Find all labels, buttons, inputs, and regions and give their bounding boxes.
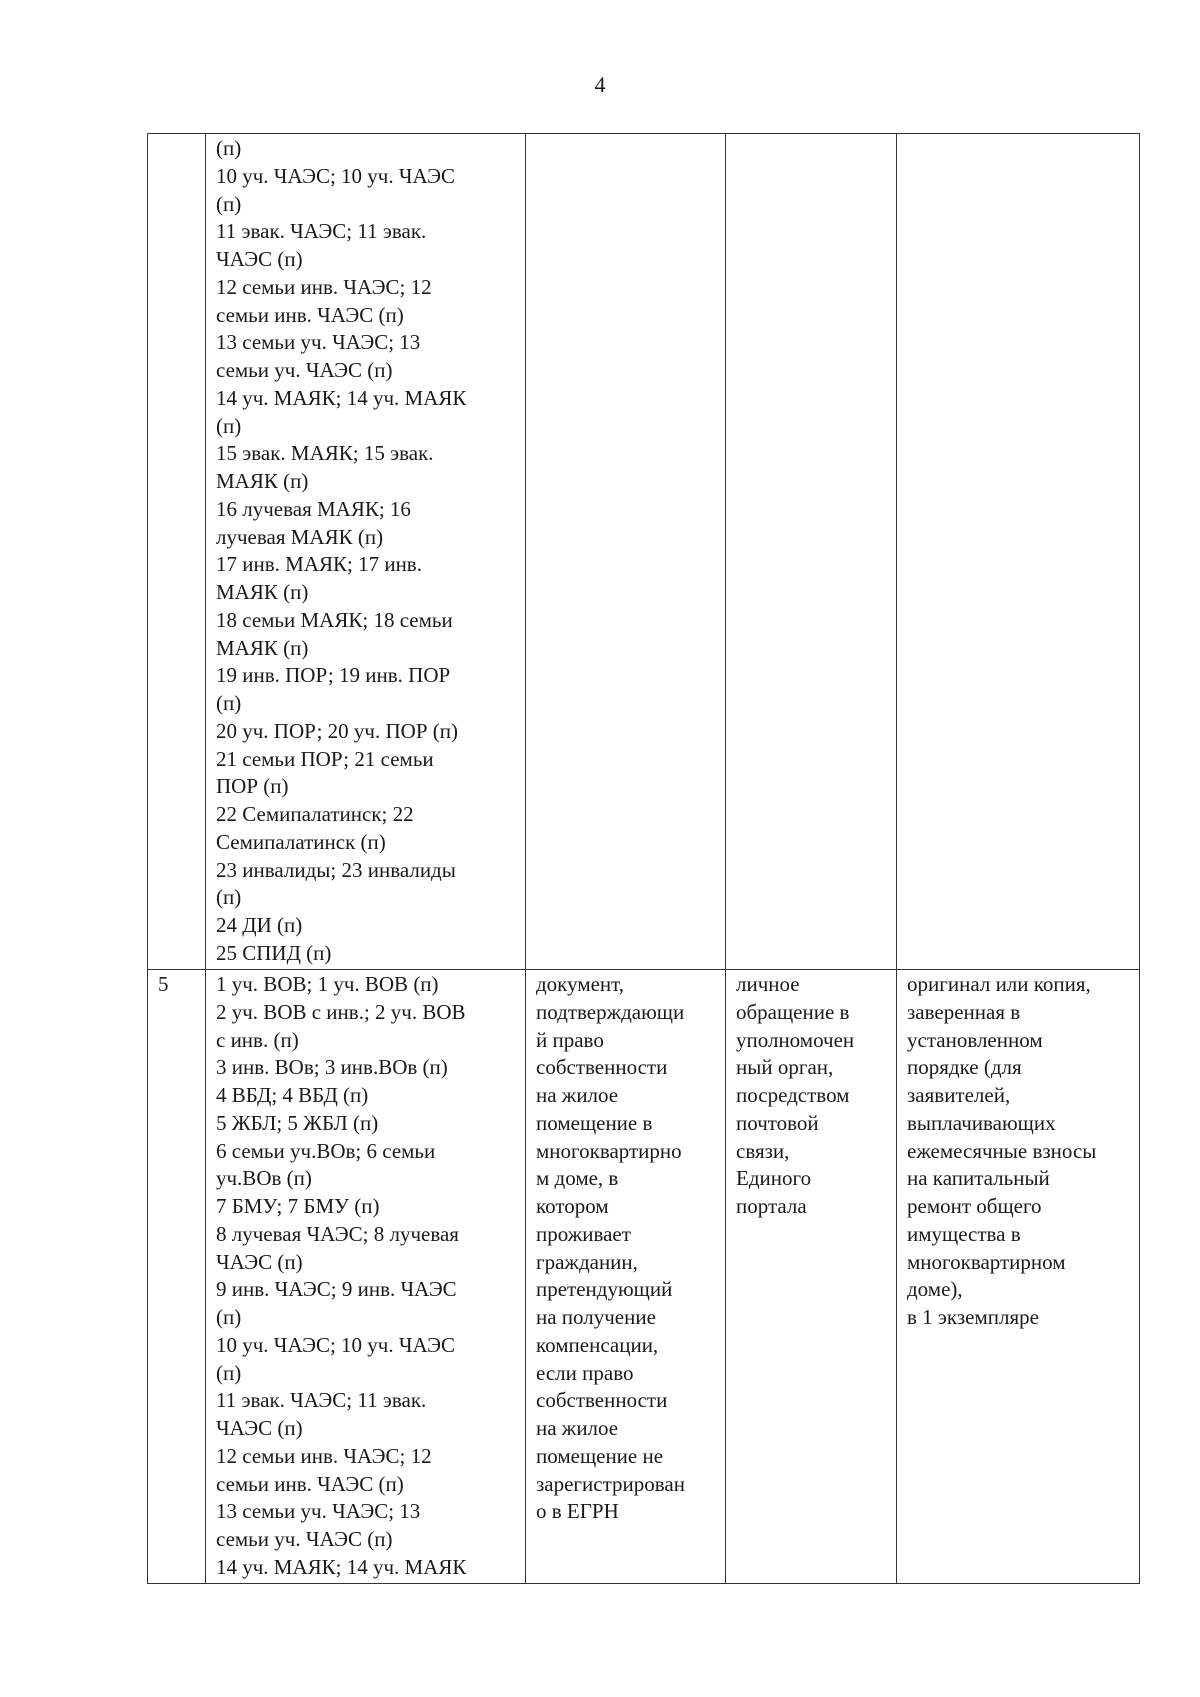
text-line: 15 эвак. МАЯК; 15 эвак. bbox=[216, 441, 434, 466]
text-line: 21 семьи ПОР; 21 семьи bbox=[216, 746, 434, 771]
text-line: на получение bbox=[536, 1305, 656, 1329]
text-line: семьи уч. ЧАЭС (п) bbox=[216, 1527, 393, 1551]
text-line: установленном bbox=[907, 1027, 1043, 1052]
text-line: 12 семьи инв. ЧАЭС; 12 bbox=[216, 1443, 432, 1468]
method-cell bbox=[726, 970, 897, 1584]
text-line: 20 уч. ПОР; 20 уч. ПОР (п) bbox=[216, 718, 458, 743]
text-line: (п) bbox=[216, 413, 242, 438]
text-line: (п) bbox=[216, 1305, 242, 1329]
table-row bbox=[148, 134, 1140, 970]
table-row bbox=[148, 970, 1140, 1584]
text-line: ЧАЭС (п) bbox=[216, 1416, 303, 1440]
text-line: посредством bbox=[736, 1083, 850, 1107]
text-line: 2 уч. ВОВ с инв.; 2 уч. ВОВ bbox=[216, 999, 466, 1024]
text-line: 17 инв. МАЯК; 17 инв. bbox=[216, 552, 422, 577]
text-line: МАЯК (п) bbox=[216, 469, 309, 493]
text-line: документ, bbox=[536, 972, 625, 996]
text-line: 25 СПИД (п) bbox=[216, 940, 332, 965]
text-line: 14 уч. МАЯК; 14 уч. МАЯК bbox=[216, 385, 467, 410]
text-line: проживает bbox=[536, 1221, 631, 1246]
text-line: связи, bbox=[736, 1138, 790, 1163]
text-line: компенсации, bbox=[536, 1332, 659, 1357]
text-line: 14 уч. МАЯК; 14 уч. МАЯК bbox=[216, 1554, 467, 1579]
text-line: (п) bbox=[216, 885, 242, 910]
document-cell bbox=[526, 970, 726, 1584]
text-line: 22 Семипалатинск; 22 bbox=[216, 802, 414, 826]
text-line: ЧАЭС (п) bbox=[216, 1249, 303, 1274]
text-line: помещение не bbox=[536, 1443, 664, 1468]
text-line: уполномочен bbox=[736, 1027, 855, 1052]
categories-cell bbox=[206, 970, 526, 1584]
text-line: лучевая МАЯК (п) bbox=[216, 524, 384, 549]
form-cell bbox=[897, 970, 1140, 1584]
text-line: собственности bbox=[536, 1055, 668, 1080]
text-line: на жилое bbox=[536, 1416, 619, 1440]
text-line: (п) bbox=[216, 691, 242, 715]
text-line: на капитальный bbox=[907, 1166, 1050, 1191]
text-line: 9 инв. ЧАЭС; 9 инв. ЧАЭС bbox=[216, 1277, 457, 1302]
text-line: 8 лучевая ЧАЭС; 8 лучевая bbox=[216, 1221, 459, 1246]
text-line: уч.ВОв (п) bbox=[216, 1166, 312, 1191]
text-line: семьи инв. ЧАЭС (п) bbox=[216, 302, 404, 327]
row-number: 5 bbox=[158, 972, 169, 996]
text-line: 13 семьи уч. ЧАЭС; 13 bbox=[216, 330, 421, 355]
text-line: 7 БМУ; 7 БМУ (п) bbox=[216, 1194, 380, 1218]
method-cell bbox=[726, 134, 897, 970]
text-line: 23 инвалиды; 23 инвалиды bbox=[216, 857, 456, 882]
text-line: подтверждающи bbox=[536, 999, 685, 1024]
form-cell bbox=[897, 134, 1140, 970]
text-line: зарегистрирован bbox=[536, 1471, 685, 1496]
text-line: 3 инв. ВОв; 3 инв.ВОв (п) bbox=[216, 1055, 448, 1080]
categories-cell bbox=[206, 134, 526, 970]
page-number: 4 bbox=[594, 72, 606, 97]
text-line: (п) bbox=[216, 136, 242, 160]
text-line: й право bbox=[536, 1027, 604, 1052]
text-line: обращение в bbox=[736, 999, 850, 1024]
text-line: многоквартирном bbox=[907, 1249, 1066, 1274]
text-line: МАЯК (п) bbox=[216, 635, 309, 660]
row-number-cell bbox=[148, 134, 206, 970]
text-line: 1 уч. ВОВ; 1 уч. ВОВ (п) bbox=[216, 972, 439, 996]
text-line: Семипалатинск (п) bbox=[216, 829, 386, 854]
text-line: в 1 экземпляре bbox=[907, 1305, 1039, 1329]
text-line: 24 ДИ (п) bbox=[216, 913, 303, 937]
text-line: заверенная в bbox=[907, 999, 1021, 1024]
text-line: порядке (для bbox=[907, 1055, 1022, 1080]
text-line: ный орган, bbox=[736, 1055, 834, 1080]
text-line: 4 ВБД; 4 ВБД (п) bbox=[216, 1083, 369, 1107]
text-line: гражданин, bbox=[536, 1249, 638, 1274]
text-line: (п) bbox=[216, 191, 242, 216]
text-line: если право bbox=[536, 1360, 634, 1385]
text-line: оригинал или копия, bbox=[907, 972, 1091, 996]
text-line: претендующий bbox=[536, 1277, 673, 1302]
text-line: с инв. (п) bbox=[216, 1027, 299, 1052]
text-line: 6 семьи уч.ВОв; 6 семьи bbox=[216, 1138, 436, 1163]
text-line: заявителей, bbox=[907, 1083, 1011, 1107]
text-line: личное bbox=[736, 972, 800, 996]
text-line: многоквартирно bbox=[536, 1138, 682, 1163]
row-number-cell bbox=[148, 970, 206, 1584]
text-line: котором bbox=[536, 1194, 609, 1218]
text-line: (п) bbox=[216, 1360, 242, 1385]
text-line: помещение в bbox=[536, 1110, 653, 1135]
text-line: 11 эвак. ЧАЭС; 11 эвак. bbox=[216, 1388, 427, 1413]
text-line: 10 уч. ЧАЭС; 10 уч. ЧАЭС bbox=[216, 163, 456, 188]
document-cell bbox=[526, 134, 726, 970]
text-line: 10 уч. ЧАЭС; 10 уч. ЧАЭС bbox=[216, 1332, 456, 1357]
text-line: собственности bbox=[536, 1388, 668, 1413]
text-line: 13 семьи уч. ЧАЭС; 13 bbox=[216, 1499, 421, 1524]
text-line: о в ЕГРН bbox=[536, 1499, 619, 1524]
text-line: 11 эвак. ЧАЭС; 11 эвак. bbox=[216, 219, 427, 244]
text-line: имущества в bbox=[907, 1221, 1021, 1246]
text-line: портала bbox=[736, 1194, 807, 1218]
text-line: м доме, в bbox=[536, 1166, 619, 1191]
text-line: 19 инв. ПОР; 19 инв. ПОР bbox=[216, 663, 451, 688]
text-line: почтовой bbox=[736, 1110, 819, 1135]
text-line: 12 семьи инв. ЧАЭС; 12 bbox=[216, 274, 432, 299]
text-line: ремонт общего bbox=[907, 1194, 1042, 1218]
text-line: 16 лучевая МАЯК; 16 bbox=[216, 496, 411, 521]
text-line: 5 ЖБЛ; 5 ЖБЛ (п) bbox=[216, 1110, 379, 1135]
text-line: ежемесячные взносы bbox=[907, 1138, 1097, 1163]
documents-table bbox=[147, 133, 1140, 1584]
text-line: МАЯК (п) bbox=[216, 580, 309, 604]
text-line: выплачивающих bbox=[907, 1110, 1056, 1135]
text-line: семьи инв. ЧАЭС (п) bbox=[216, 1471, 404, 1496]
text-line: на жилое bbox=[536, 1083, 619, 1107]
text-line: семьи уч. ЧАЭС (п) bbox=[216, 358, 393, 382]
text-line: ПОР (п) bbox=[216, 774, 289, 799]
text-line: Единого bbox=[736, 1166, 812, 1191]
text-line: 18 семьи МАЯК; 18 семьи bbox=[216, 607, 453, 632]
text-line: ЧАЭС (п) bbox=[216, 247, 303, 271]
text-line: доме), bbox=[907, 1277, 963, 1302]
